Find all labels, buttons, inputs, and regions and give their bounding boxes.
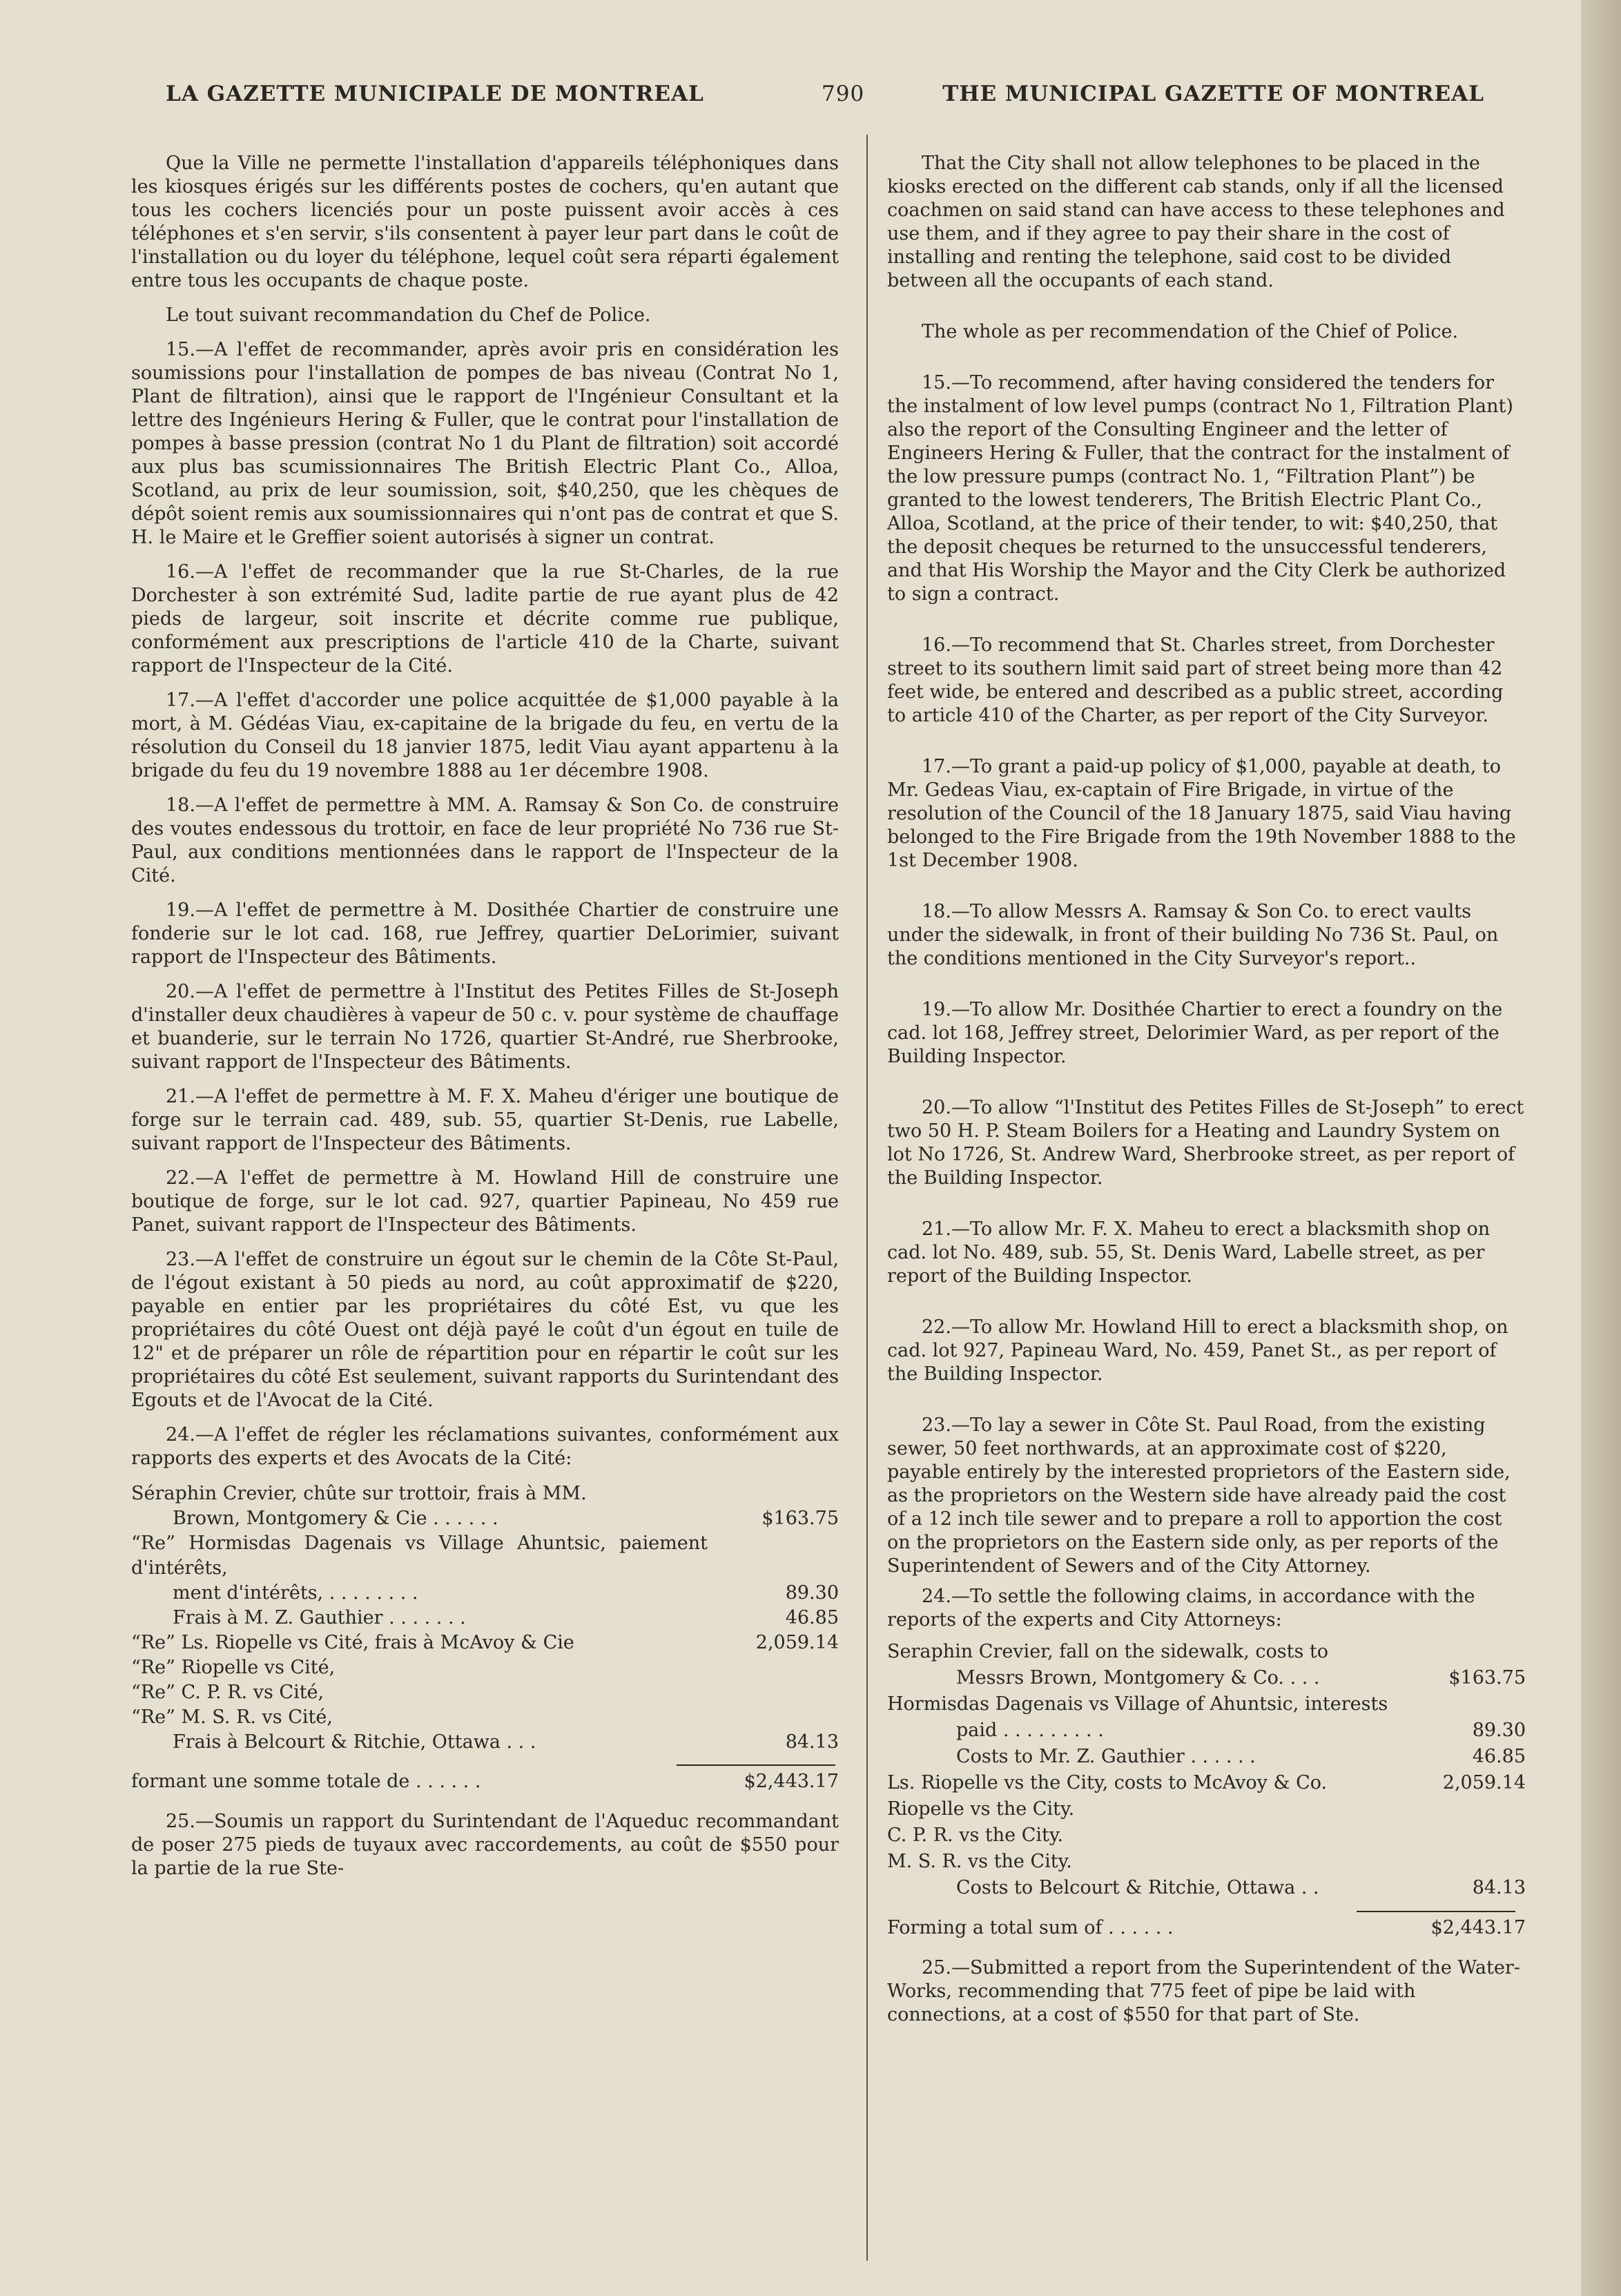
claim-text: Brown, Montgomery & Cie . . . . . . [173,1508,498,1529]
fr-item-22: 22.—A l'effet de permettre à M. Howland Hill de construire une boutique de forge, sur le lot cad. 927, quartier Papineau, No 459 rue Panet, suivant rapport de l'Inspecteur des Bâtiments. [131,1167,839,1236]
fr-item-15: 15.—A l'effet de recommander, après avoir pris en considération les soumissions pour l'installation de pompes de bas niveau (Contrat No 1, Plant de filtration), ainsi que le rapport de l'Ingénieur Consultant et la lettre des Ingénieurs Hering & Fuller, que le contrat pour l'installation de pompes à basse pression (contrat No 1 du Plant de filtration) soit accordé aux plus bas scumissionnaires The British Electric Plant Co., Alloa, Scotland, au prix de leur soumission, soit, $40,250, que les chèques de dépôt soient remis aux soumissionnaires qui n'ont pas de contrat et que S. H. le Maire et le Greffier soient autorisés à signer un contrat. [131,339,839,548]
claim-text: Séraphin Crevier, chûte sur trottoir, frais à MM. [131,1483,587,1504]
claim-text: Frais à M. Z. Gauthier . . . . . . . [173,1607,466,1628]
en-item-18: 18.—To allow Messrs A. Ramsay & Son Co. to erect vaults under the sidewalk, in front of their building No 736 St. Paul, on the conditions mentioned in the City Surveyor's report.. [887,901,1499,969]
claim-text: C. P. R. vs the City. [887,1825,1064,1846]
en-item-21: 21.—To allow Mr. F. X. Maheu to erect a blacksmith shop on cad. lot No. 489, sub. 55, St. Denis Ward, Labelle street, as per report of the Building Inspector. [887,1218,1491,1287]
claim-text: “Re” M. S. R. vs Cité, [131,1706,333,1728]
claim-amount: 2,059.14 [1442,1772,1526,1793]
claim-amount [708,1531,839,1581]
page-header [166,81,1484,116]
header-title-french: LA GAZETTE MUNICIPALE DE MONTREAL [166,81,704,106]
french-column [131,152,839,1891]
claim-amount: 84.13 [1472,1877,1526,1898]
en-item-20: 20.—To allow “l'Institut des Petites Filles de St-Joseph” to erect two 50 H. P. Steam Boilers for a Heating and Laundry System on lot No 1726, St. Andrew Ward, Sherbrooke street, as per report of the Building Inspector. [887,1097,1524,1189]
list-item [887,1849,1526,1875]
table-row [131,1506,839,1531]
claim-text: M. S. R. vs the City. [887,1851,1072,1872]
en-police-paragraph: The whole as per recommendation of the Chief of Police. [922,321,1459,342]
table-row [131,1481,839,1506]
claim-amount: 89.30 [1472,1720,1526,1741]
claim-text: Hormisdas Dagenais vs Village of Ahuntsic, interests [887,1693,1388,1715]
claim-amount: 46.85 [785,1607,839,1628]
fr-item-21: 21.—A l'effet de permettre à M. F. X. Maheu d'ériger une boutique de forge sur le terrain cad. 489, sub. 55, quartier St-Denis, rue Labelle, suivant rapport de l'Inspecteur des Bâtiments. [131,1086,839,1154]
en-item-17: 17.—To grant a paid-up policy of $1,000, payable at death, to Mr. Gedeas Viau, ex-captain of Fire Brigade, in virtue of the resolution of the Council of the 18 January 1875, said Viau having belonged to the Fire Brigade from the 19th November 1888 to the 1st December 1908. [887,756,1516,871]
fr-item-23: 23.—A l'effet de construire un égout sur le chemin de la Côte St-Paul, de l'égout existant à 50 pieds au nord, au coût approximatif de $220, payable en entier par les propriétaires du côté Est, vu que les propriétaires du côté Ouest ont déjà payé le coût d'un égout en tuile de 12" et de préparer un rôle de répartition pour en répartir le coût sur les propriétaires du côté Est seulement, suivant rapports du Surintendant des Egouts et de l'Avocat de la Cité. [131,1249,839,1411]
table-row [131,1705,839,1730]
claim-amount [708,1481,839,1506]
en-total-label: Forming a total sum of . . . . . . [887,1917,1174,1938]
claim-text: Costs to Mr. Z. Gauthier . . . . . . [956,1746,1256,1767]
fr-item-19: 19.—A l'effet de permettre à M. Dosithée Chartier de construire une fonderie sur le lot cad. 168, rue Jeffrey, quartier DeLorimier, suivant rapport de l'Inspecteur des Bâtiments. [131,899,839,968]
claim-text: “Re” Hormisdas Dagenais vs Village Ahuntsic, paiement d'intérêts, [131,1533,708,1579]
table-row [131,1730,839,1755]
claim-text: Seraphin Crevier, fall on the sidewalk, costs to [887,1641,1328,1662]
claim-amount: $163.75 [1448,1667,1526,1689]
claim-text: Ls. Riopelle vs the City, costs to McAvoy & Co. [887,1772,1328,1793]
list-item [887,1796,1526,1822]
table-row [131,1606,839,1631]
english-column [887,152,1526,2054]
list-item [887,1770,1526,1796]
table-row [131,1680,839,1705]
en-item-16: 16.—To recommend that St. Charles street, from Dorchester street to its southern limit said part of street being more than 42 feet wide, be entered and described as a public street, according to article 410 of the Charter, as per report of the City Surveyor. [887,634,1504,726]
fr-item-18: 18.—A l'effet de permettre à MM. A. Ramsay & Son Co. de construire des voutes endessous du trottoir, en face de leur propriété No 736 rue St-Paul, aux conditions mentionnées dans le rapport de l'Inspecteur de la Cité. [131,795,839,886]
fr-total-row [131,1770,839,1793]
fr-item-24: 24.—A l'effet de régler les réclamations suivantes, conformément aux rapports des experts et des Avocats de la Cité: [131,1424,839,1469]
claim-text: Frais à Belcourt & Ritchie, Ottawa . . . [173,1731,536,1753]
claim-text: Riopelle vs the City. [887,1798,1075,1820]
en-item-22: 22.—To allow Mr. Howland Hill to erect a blacksmith shop, on cad. lot 927, Papineau Ward, No. 459, Panet St., as per report of the Building Inspector. [887,1316,1508,1385]
table-row [131,1631,839,1655]
en-item-19: 19.—To allow Mr. Dosithée Chartier to erect a foundry on the cad. lot 168, Jeffrey street, Delorimier Ward, as per report of the Building Inspector. [887,999,1503,1067]
claim-text: “Re” Ls. Riopelle vs Cité, frais à McAvoy & Cie [131,1632,574,1653]
list-item [887,1691,1526,1718]
fr-total-amount: $2,443.17 [744,1771,839,1792]
header-title-english: THE MUNICIPAL GAZETTE OF MONTREAL [942,81,1484,106]
fr-intro-paragraph: Que la Ville ne permette l'installation d'appareils téléphoniques dans les kiosques érigés sur les différents postes de cochers, qu'en autant que tous les cochers licenciés pour un poste puissent avoir accès à ces téléphones et s'en servir, s'ils consentent à payer leur part dans le coût de l'installation ou du loyer du téléphone, lequel coût sera réparti également entre tous les occupants de chaque poste. [131,153,839,291]
en-item-25: 25.—Submitted a report from the Superintendent of the Water-Works, recommending that 775 feet of pipe be laid with connections, at a cost of $550 for that part of Ste. [887,1957,1520,2025]
fr-claims-table [131,1481,839,1755]
list-item [887,1744,1526,1770]
en-intro-paragraph: That the City shall not allow telephones to be placed in the kiosks erected on the different cab stands, only if all the licensed coachmen on said stand can have access to these telephones and use them, and if they agree to pay their share in the cost of installing and renting the telephone, said cost to be divided between all the occupants of each stand. [887,153,1505,291]
claim-text: Messrs Brown, Montgomery & Co. . . . [956,1667,1320,1689]
claim-amount: 46.85 [1472,1746,1526,1767]
fr-total-label: formant une somme totale de . . . . . . [131,1771,481,1792]
table-row [131,1581,839,1606]
list-item [887,1822,1526,1849]
total-rule [1357,1911,1515,1912]
claim-amount: 2,059.14 [755,1632,839,1653]
fr-police-paragraph: Le tout suivant recommandation du Chef de Police. [166,304,651,326]
en-total-amount: $2,443.17 [1430,1917,1526,1938]
fr-item-20: 20.—A l'effet de permettre à l'Institut des Petites Filles de St-Joseph d'installer deux chaudières à vapeur de 50 c. v. pour système de chauffage et buanderie, sur le terrain No 1726, quartier St-André, rue Sherbrooke, suivant rapport de l'Inspecteur des Bâtiments. [131,981,839,1073]
claim-text: “Re” C. P. R. vs Cité, [131,1682,324,1703]
list-item [887,1718,1526,1744]
total-rule [677,1764,835,1766]
column-divider [866,135,868,2261]
claim-amount: 89.30 [785,1582,839,1604]
claim-text: “Re” Riopelle vs Cité, [131,1657,336,1678]
claim-text: Costs to Belcourt & Ritchie, Ottawa . . [956,1877,1319,1898]
en-total-row [887,1916,1526,1940]
page-number: 790 [822,81,865,106]
fr-item-16: 16.—A l'effet de recommander que la rue St-Charles, de la rue Dorchester à son extrémité Sud, ladite partie de rue ayant plus de 42 pieds de largeur, soit inscrite et décrite comme rue publique, conformément aux prescriptions de l'article 410 de la Charte, suivant rapport de l'Inspecteur de la Cité. [131,561,839,677]
table-row [131,1655,839,1680]
claim-amount: 84.13 [785,1731,839,1753]
en-item-23: 23.—To lay a sewer in Côte St. Paul Road, from the existing sewer, 50 feet northwards, at an approximate cost of $220, payable entirely by the interested proprietors of the Eastern side, as the proprietors on the Western side have already paid the cost of a 12 inch tile sewer and to prepare a roll to apportion the cost on the proprietors on the Eastern side only, as per reports of the Superintendent of Sewers and of the City Attorney. [887,1414,1511,1577]
en-claims-list [887,1639,1526,1901]
claim-text: ment d'intérêts, . . . . . . . . [173,1582,418,1604]
en-item-15: 15.—To recommend, after having considered the tenders for the instalment of low level pumps (contract No 1, Filtration Plant) also the report of the Consulting Engineer and the letter of Engineers Hering & Fuller, that the contract for the instalment of the low pressure pumps (contract No. 1, “Filtration Plant”) be granted to the lowest tenderers, The British Electric Plant Co., Alloa, Scotland, at the price of their tender, to wit: $40,250, that the deposit cheques be returned to the unsuccessful tenderers, and that His Worship the Mayor and the City Clerk be authorized to sign a contract. [887,372,1513,605]
fr-item-25: 25.—Soumis un rapport du Surintendant de l'Aqueduc recommandant de poser 275 pieds de tuyaux avec raccordements, au coût de $550 pour la partie de la rue Ste- [131,1811,839,1879]
claim-text: paid . . . . . . . . . [956,1720,1104,1741]
page-edge-shadow [1581,0,1621,2296]
fr-item-17: 17.—A l'effet d'accorder une police acquittée de $1,000 payable à la mort, à M. Gédéas Viau, ex-capitaine de la brigade du feu, en vertu de la résolution du Conseil du 18 janvier 1875, ledit Viau ayant appartenu à la brigade du feu du 19 novembre 1888 au 1er décembre 1908. [131,690,839,781]
list-item [887,1665,1526,1691]
table-row [131,1531,839,1581]
claim-amount [708,1705,839,1730]
list-item [887,1875,1526,1901]
claim-amount: $163.75 [761,1508,839,1529]
claim-amount [708,1655,839,1680]
claim-amount [708,1680,839,1705]
list-item [887,1639,1526,1665]
en-item-24: 24.—To settle the following claims, in accordance with the reports of the experts and City Attorneys: [887,1586,1475,1631]
